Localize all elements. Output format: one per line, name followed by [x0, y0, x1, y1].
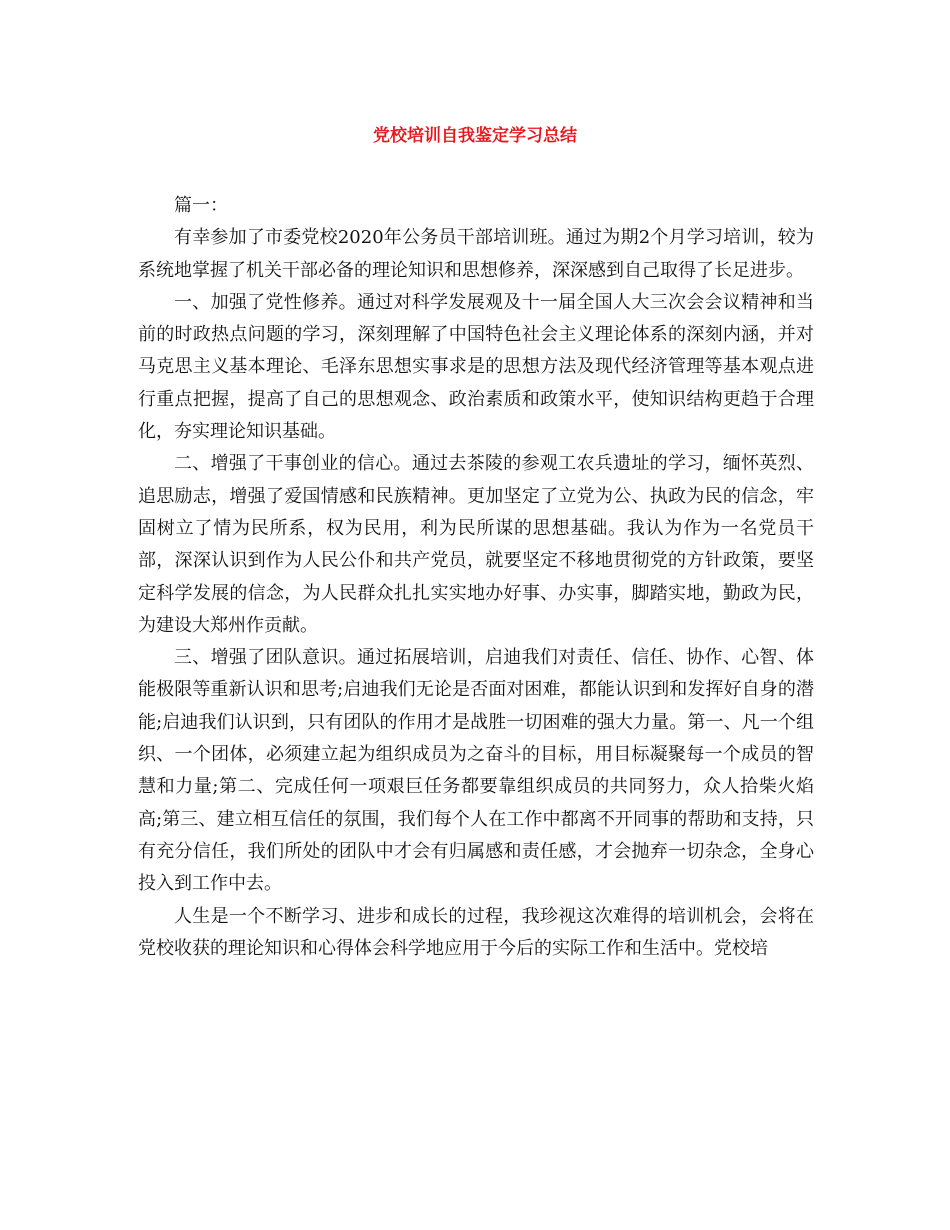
section-label: 篇一： — [174, 195, 228, 216]
paragraph-intro: 有幸参加了市委党校2020年公务员干部培训班。通过为期2个月学习培训，较为系统地掌握了机关干部必备的理论知识和思想修养，深深感到自己取得了长足进步。 — [138, 227, 814, 281]
paragraph-confidence: 二、增强了干事创业的信心。通过去茶陵的参观工农兵遗址的学习，缅怀英烈、追思励志，增强了爱国情感和民族精神。更加坚定了立党为公、执政为民的信念，牢固树立了情为民所系，权为民用，利为民所谋的思想基础。我认为作为一名党员干部，深深认识到作为人民公仆和共产党员，就要坚定不移地贯彻党的方针政策，要坚定科学发展的信念，为人民群众扎扎实实地办好事、办实事，脚踏实地，勤政为民，为建设大郑州作贡献。 — [138, 453, 814, 636]
paragraph-conclusion: 人生是一个不断学习、进步和成长的过程，我珍视这次难得的培训机会，会将在党校收获的理论知识和心得体会科学地应用于今后的实际工作和生活中。党校培 — [138, 905, 814, 959]
document-title: 党校培训自我鉴定学习总结 — [373, 126, 577, 146]
document-body — [138, 190, 814, 965]
paragraph-party-spirit: 一、加强了党性修养。通过对科学发展观及十一届全国人大三次会会议精神和当前的时政热点问题的学习，深刻理解了中国特色社会主义理论体系的深刻内涵，并对马克思主义基本理论、毛泽东思想实事求是的思想方法及现代经济管理等基本观点进行重点把握，提高了自己的思想观念、政治素质和政策水平，使知识结构更趋于合理化，夯实理论知识基础。 — [138, 291, 814, 443]
paragraph-teamwork: 三、增强了团队意识。通过拓展培训，启迪我们对责任、信任、协作、心智、体能极限等重新认识和思考;启迪我们无论是否面对困难，都能认识到和发挥好自身的潜能;启迪我们认识到，只有团队的作用才是战胜一切困难的强大力量。第一、凡一个组织、一个团体，必须建立起为组织成员为之奋斗的目标，用目标凝聚每一个成员的智慧和力量;第二、完成任何一项艰巨任务都要靠组织成员的共同努力，众人拾柴火焰高;第三、建立相互信任的氛围，我们每个人在工作中都离不开同事的帮助和支持，只有充分信任，我们所处的团队中才会有归属感和责任感，才会抛弃一切杂念，全身心投入到工作中去。 — [138, 647, 814, 895]
